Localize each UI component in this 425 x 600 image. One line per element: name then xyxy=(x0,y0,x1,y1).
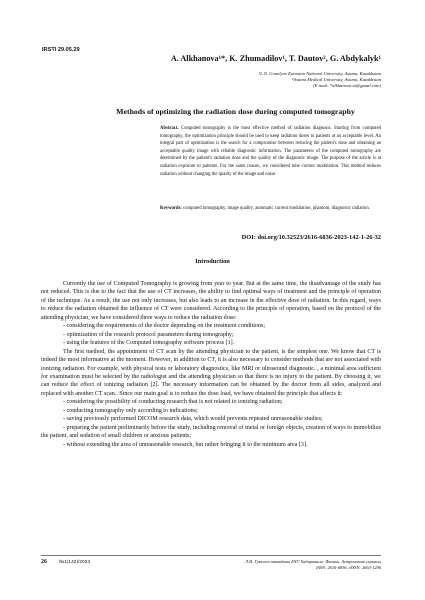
footer-divider xyxy=(41,555,381,556)
page-number: 26 xyxy=(41,559,47,565)
abstract xyxy=(160,125,381,178)
irsti-code: IRSTI 29.05.29 xyxy=(42,47,80,53)
keywords-text: computed tomography, image quality, automatic current modulation, phantom, diagnostic radiation. xyxy=(183,206,370,211)
abstract-text: Computed tomography is the most effective method of radiation diagnosis. Starting from computed tomography, the optimization principle should be used to keep radiation doses to patients at an acceptable level. An integral part of optimization is the search for a compromise between reducing the patient's dose and obtaining an acceptable quality image with reliable diagnostic information. The parameters of the computed tomography are determined by the patient's radiation dose and the quality of the diagnostic image. The purpose of the article is at radiation exposure to patients. For the same reason, we considered tube current modulation. This method reduces radiation without changing the quality of the image and noise. xyxy=(160,126,382,177)
article-title: Methods of optimizing the radiation dose during computed tomography xyxy=(116,107,355,116)
abstract-label: Abstract. xyxy=(160,126,179,131)
list-item: - using the features of the Computed tomography software process [1]. xyxy=(63,340,235,347)
email-line: (E-mail: *alkhanova.ai@gmail.com) xyxy=(313,83,381,89)
list-item: - considering the requirements of the doctor depending on the treatment conditions; xyxy=(63,323,266,330)
list-item: - considering the possibility of conducting research that is not related to ionizing radiation; xyxy=(63,399,283,406)
paragraph: Currently the use of Computed Tomography is growing from year to year. But at the same time, the disadvantage of the study has not reduced. This is due to the fact that the use of CT increases, the ability to find optimal ways of treatment and the principle of operation of the technique. As a result, the use not only increases, but also leads to an increase in the effective dose of radiation. In this regard, ways to reduce the radiation obtained the influence of CT were considered. According to the principle of operation, based on the protocol of the attending physician, we have considered three ways to reduce the radiation dose: xyxy=(41,281,381,321)
list-item: - preparing the patient preliminarily before the study, including removal of metal or foreign objects, creation of ways to immobilize the patient, and sedation of small children or anxious patients; xyxy=(41,424,381,440)
doi-link[interactable]: DOI: doi.org/10.32523/2616-6836-2023-142-1-26-32 xyxy=(241,234,381,241)
affiliation-line: ¹L.N. Gumilyov Eurasian National University, Astana, Kazakhstan xyxy=(258,71,381,76)
affiliation-line: ²Astana Medical University, Astana, Kazakhstan xyxy=(291,77,381,83)
affiliations xyxy=(259,71,381,90)
list-item: - without extending the area of unreasonable research, but rather bringing it to the minimum area [3]. xyxy=(63,441,308,448)
issue-number: №1(142)/2023 xyxy=(59,560,91,565)
author-list: A. Alkhanova¹*, K. Zhumadilov¹, T. Dautov², G. Abdykalyk¹ xyxy=(170,54,381,63)
journal-info xyxy=(245,559,381,571)
keywords xyxy=(160,205,381,213)
paragraph: The first method, the appointment of CT scan by the attending physician to the patient, is the simplest one. We know that CT is indeed the most informative at the moment. However, in addition to CT, it is also necessary to consider methods that are not associated with ionizing radiation. For example, with physical tests or laboratory diagnostics, like MRI or ultrasound diagnostic. , a minimal area sufficient for examination must be selected by the radiologist and the attending physician so that there is no injury to the patient. By choosing it, we can reduce the effect of ionizing radiation [2]. The necessary information can be obtained by the doctor from all sides, analyzed and replaced with another CT scan.. Since our main goal is to reduce the dose load, we have obtained the principle that affects it: xyxy=(41,348,381,397)
list-item: - conducting tomography only according to indications; xyxy=(63,407,198,414)
section-heading: Introduction xyxy=(195,258,230,265)
journal-name: Л.Н. Гумилев атындағы ЕҰУ Хабаршысы. Физика. Астрономия сериясы xyxy=(245,559,381,564)
journal-issn: ISSN: 2616-6836, eISSN: 2663-1296 xyxy=(316,565,381,571)
keywords-label: Keywords: xyxy=(160,206,182,211)
list-item: - saving previously performed DICOM research data, which would prevents repeated unreasonable studies; xyxy=(63,416,323,423)
list-item: - optimization of the research protocol parameters during tomography; xyxy=(63,331,234,338)
introduction-body xyxy=(41,280,381,449)
